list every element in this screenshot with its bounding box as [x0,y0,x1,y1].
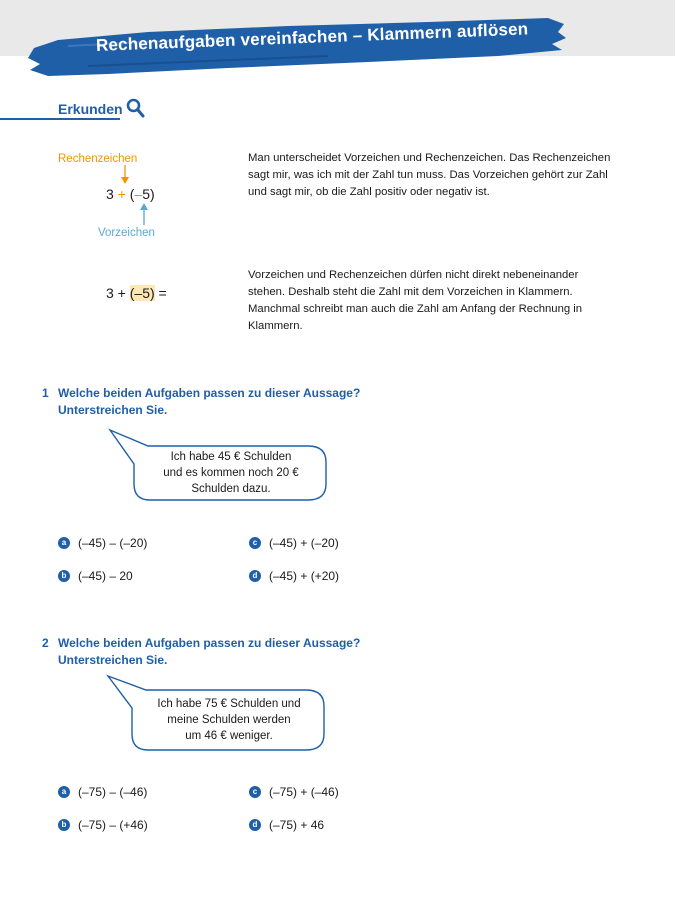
speech-bubble-text-2 [134,696,324,744]
option-1a[interactable] [58,536,147,550]
expr2-equals: = [158,285,167,301]
option-letter-badge: c [249,786,261,798]
example-expression-1 [106,186,155,202]
bubble-line: Schulden dazu. [191,483,271,495]
bubble-line: um 46 € weniger. [185,730,273,742]
section-heading: Erkunden [58,101,123,117]
expr-operator: + [117,186,126,202]
option-letter-badge: c [249,537,261,549]
option-letter-badge: d [249,570,261,582]
option-expression[interactable]: (–75) – (+46) [78,818,148,832]
expr2-highlight: (–5) [129,285,155,301]
option-letter-badge: b [58,570,70,582]
speech-bubble-text-1 [136,449,326,497]
bubble-line: Ich habe 75 € Schulden und [157,698,301,710]
task-number-2: 2 [42,636,49,650]
option-expression[interactable]: (–45) + (–20) [269,536,339,550]
option-letter-badge: d [249,819,261,831]
vorzeichen-label: Vorzeichen [98,227,155,239]
option-1c[interactable] [249,536,339,550]
bubble-line: Ich habe 45 € Schulden [170,451,292,463]
expr-rest: 5) [142,186,155,202]
option-2b[interactable] [58,818,148,832]
bubble-line: und es kommen noch 20 € [163,467,299,479]
rechenzeichen-label: Rechenzeichen [58,153,138,165]
option-2c[interactable] [249,785,339,799]
task-number-1: 1 [42,386,49,400]
expr-sign: – [134,186,143,202]
task-instruction-1: Welche beiden Aufgaben passen zu dieser Aussage? Unterstreichen Sie. [58,386,361,417]
option-letter-badge: a [58,537,70,549]
option-expression[interactable]: (–45) – (–20) [78,536,148,550]
option-2a[interactable] [58,785,147,799]
option-expression[interactable]: (–45) + (+20) [269,569,340,583]
option-expression[interactable]: (–75) + 46 [269,818,325,832]
explanation-text-2: Vorzeichen und Rechenzeichen dürfen nicht direkt nebeneinander stehen. Deshalb steht die Zahl mit dem Vorzeichen in Klammern. Manchmal schreibt man auch die Zahl am Anfang der Rechnung in Klammern. [248,269,583,332]
example-expression-2 [106,285,167,301]
title-banner [28,18,568,76]
expr-open-paren: ( [129,186,135,202]
expr-number: 3 [106,186,114,202]
search-icon [126,98,146,120]
expr2-left: 3 + [106,285,126,301]
option-letter-badge: b [58,819,70,831]
bubble-line: meine Schulden werden [167,714,291,726]
option-1d[interactable] [249,569,339,583]
option-1b[interactable] [58,569,133,583]
option-expression[interactable]: (–75) – (–46) [78,785,148,799]
section-underline [0,118,120,120]
page-title: Rechenaufgaben vereinfachen – Klammern auflösen [95,19,529,55]
option-2d[interactable] [249,818,324,832]
option-expression[interactable]: (–45) – 20 [78,569,133,583]
task-instruction-2: Welche beiden Aufgaben passen zu dieser Aussage? Unterstreichen Sie. [58,636,361,667]
option-expression[interactable]: (–75) + (–46) [269,785,339,799]
explanation-text-1: Man unterscheidet Vorzeichen und Rechenzeichen. Das Rechenzeichen sagt mir, was ich mit der Zahl tun muss. Das Vorzeichen gehört zur Zahl und sagt mir, ob die Zahl positiv oder negativ ist. [248,152,611,198]
option-letter-badge: a [58,786,70,798]
